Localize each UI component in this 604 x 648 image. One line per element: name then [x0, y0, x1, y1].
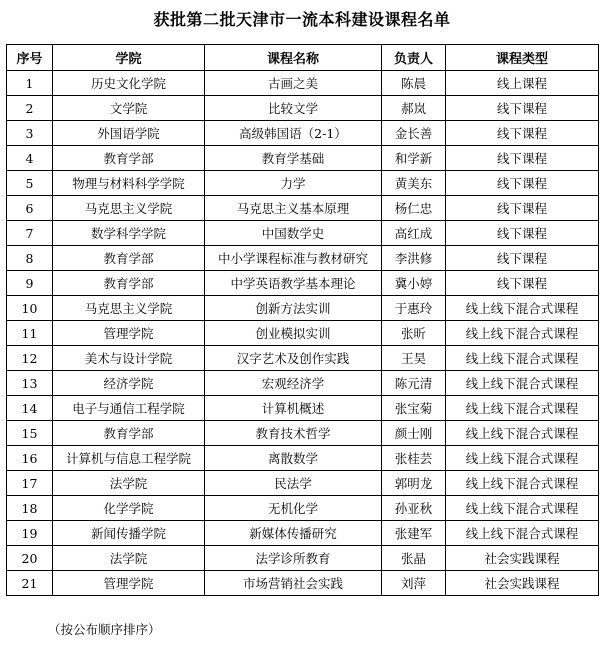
cell-college: 教育学部 [53, 421, 205, 446]
cell-index: 8 [7, 246, 53, 271]
cell-course-type: 线下课程 [446, 146, 599, 171]
cell-college: 数学科学学院 [53, 221, 205, 246]
cell-index: 18 [7, 496, 53, 521]
cell-index: 7 [7, 221, 53, 246]
table-row [7, 546, 599, 571]
cell-leader: 于惠玲 [382, 296, 446, 321]
table-row [7, 346, 599, 371]
cell-course-type: 线下课程 [446, 96, 599, 121]
cell-course-type: 社会实践课程 [446, 571, 599, 596]
cell-course-type: 线下课程 [446, 196, 599, 221]
header-leader: 负责人 [382, 45, 446, 71]
cell-leader: 王昊 [382, 346, 446, 371]
cell-course-name: 中国数学史 [205, 221, 382, 246]
cell-leader: 李洪修 [382, 246, 446, 271]
table-row [7, 96, 599, 121]
ordering-note: （按公布顺序排序） [48, 622, 161, 637]
cell-course-name: 市场营销社会实践 [205, 571, 382, 596]
cell-leader: 张晶 [382, 546, 446, 571]
cell-course-type: 线上线下混合式课程 [446, 371, 599, 396]
table-row [7, 321, 599, 346]
cell-college: 新闻传播学院 [53, 521, 205, 546]
cell-leader: 杨仁忠 [382, 196, 446, 221]
header-college: 学院 [53, 45, 205, 71]
header-index: 序号 [7, 45, 53, 71]
cell-course-type: 线下课程 [446, 121, 599, 146]
table-row [7, 271, 599, 296]
table-row [7, 571, 599, 596]
cell-index: 4 [7, 146, 53, 171]
cell-college: 管理学院 [53, 571, 205, 596]
cell-leader: 刘萍 [382, 571, 446, 596]
cell-index: 1 [7, 71, 53, 96]
cell-course-type: 线下课程 [446, 246, 599, 271]
table-row [7, 246, 599, 271]
table-row [7, 171, 599, 196]
cell-course-type: 线上线下混合式课程 [446, 346, 599, 371]
cell-course-name: 法学诊所教育 [205, 546, 382, 571]
cell-leader: 孙亚秋 [382, 496, 446, 521]
cell-index: 16 [7, 446, 53, 471]
cell-college: 美术与设计学院 [53, 346, 205, 371]
cell-college: 化学学院 [53, 496, 205, 521]
cell-course-type: 线上课程 [446, 71, 599, 96]
cell-course-name: 计算机概述 [205, 396, 382, 421]
cell-leader: 陈元清 [382, 371, 446, 396]
cell-index: 3 [7, 121, 53, 146]
cell-leader: 颜士刚 [382, 421, 446, 446]
cell-index: 5 [7, 171, 53, 196]
cell-leader: 张宝菊 [382, 396, 446, 421]
cell-leader: 张昕 [382, 321, 446, 346]
table-row [7, 121, 599, 146]
table-row [7, 496, 599, 521]
table-row [7, 421, 599, 446]
cell-college: 教育学部 [53, 271, 205, 296]
cell-index: 14 [7, 396, 53, 421]
cell-course-type: 线上线下混合式课程 [446, 321, 599, 346]
table-row [7, 371, 599, 396]
cell-course-type: 线上线下混合式课程 [446, 446, 599, 471]
cell-index: 12 [7, 346, 53, 371]
cell-course-name: 宏观经济学 [205, 371, 382, 396]
course-list-table [6, 44, 599, 596]
cell-course-type: 线上线下混合式课程 [446, 421, 599, 446]
cell-course-name: 中小学课程标准与教材研究 [205, 246, 382, 271]
header-course-name: 课程名称 [205, 45, 382, 71]
cell-college: 外国语学院 [53, 121, 205, 146]
cell-index: 10 [7, 296, 53, 321]
cell-index: 13 [7, 371, 53, 396]
table-row [7, 221, 599, 246]
cell-college: 物理与材料科学学院 [53, 171, 205, 196]
cell-index: 20 [7, 546, 53, 571]
cell-index: 11 [7, 321, 53, 346]
cell-college: 历史文化学院 [53, 71, 205, 96]
cell-course-name: 力学 [205, 171, 382, 196]
cell-college: 马克思主义学院 [53, 196, 205, 221]
cell-leader: 冀小婷 [382, 271, 446, 296]
cell-leader: 郝岚 [382, 96, 446, 121]
cell-college: 法学院 [53, 546, 205, 571]
cell-course-name: 教育学基础 [205, 146, 382, 171]
cell-course-type: 线上线下混合式课程 [446, 471, 599, 496]
cell-course-name: 民法学 [205, 471, 382, 496]
cell-index: 2 [7, 96, 53, 121]
cell-course-name: 离散数学 [205, 446, 382, 471]
cell-course-name: 新媒体传播研究 [205, 521, 382, 546]
cell-course-name: 汉字艺术及创作实践 [205, 346, 382, 371]
cell-course-name: 古画之美 [205, 71, 382, 96]
table-row [7, 521, 599, 546]
cell-leader: 陈晨 [382, 71, 446, 96]
cell-leader: 张建军 [382, 521, 446, 546]
cell-course-type: 线上线下混合式课程 [446, 396, 599, 421]
cell-course-name: 比较文学 [205, 96, 382, 121]
cell-college: 文学院 [53, 96, 205, 121]
cell-course-name: 中学英语教学基本理论 [205, 271, 382, 296]
cell-college: 计算机与信息工程学院 [53, 446, 205, 471]
cell-course-type: 线上线下混合式课程 [446, 296, 599, 321]
cell-course-name: 创业模拟实训 [205, 321, 382, 346]
table-row [7, 296, 599, 321]
cell-college: 法学院 [53, 471, 205, 496]
table-row [7, 471, 599, 496]
cell-leader: 张桂芸 [382, 446, 446, 471]
cell-course-type: 社会实践课程 [446, 546, 599, 571]
cell-course-type: 线下课程 [446, 221, 599, 246]
cell-leader: 高红成 [382, 221, 446, 246]
table-row [7, 196, 599, 221]
cell-index: 6 [7, 196, 53, 221]
cell-leader: 黄美东 [382, 171, 446, 196]
table-row [7, 71, 599, 96]
cell-college: 教育学部 [53, 146, 205, 171]
cell-index: 15 [7, 421, 53, 446]
cell-index: 21 [7, 571, 53, 596]
header-course-type: 课程类型 [446, 45, 599, 71]
cell-college: 管理学院 [53, 321, 205, 346]
cell-college: 电子与通信工程学院 [53, 396, 205, 421]
table-row [7, 396, 599, 421]
cell-course-name: 无机化学 [205, 496, 382, 521]
document-title: 获批第二批天津市一流本科建设课程名单 [153, 10, 451, 29]
table-row [7, 146, 599, 171]
cell-index: 17 [7, 471, 53, 496]
cell-course-type: 线上线下混合式课程 [446, 521, 599, 546]
cell-leader: 和学新 [382, 146, 446, 171]
cell-course-type: 线下课程 [446, 271, 599, 296]
cell-college: 教育学部 [53, 246, 205, 271]
cell-leader: 郭明龙 [382, 471, 446, 496]
table-header-row [7, 45, 599, 71]
cell-college: 马克思主义学院 [53, 296, 205, 321]
cell-leader: 金长善 [382, 121, 446, 146]
cell-course-name: 教育技术哲学 [205, 421, 382, 446]
cell-course-name: 创新方法实训 [205, 296, 382, 321]
cell-course-type: 线上线下混合式课程 [446, 496, 599, 521]
cell-course-name: 马克思主义基本原理 [205, 196, 382, 221]
table-row [7, 446, 599, 471]
cell-college: 经济学院 [53, 371, 205, 396]
cell-course-name: 高级韩国语（2-1） [205, 121, 382, 146]
cell-course-type: 线下课程 [446, 171, 599, 196]
cell-index: 19 [7, 521, 53, 546]
cell-index: 9 [7, 271, 53, 296]
